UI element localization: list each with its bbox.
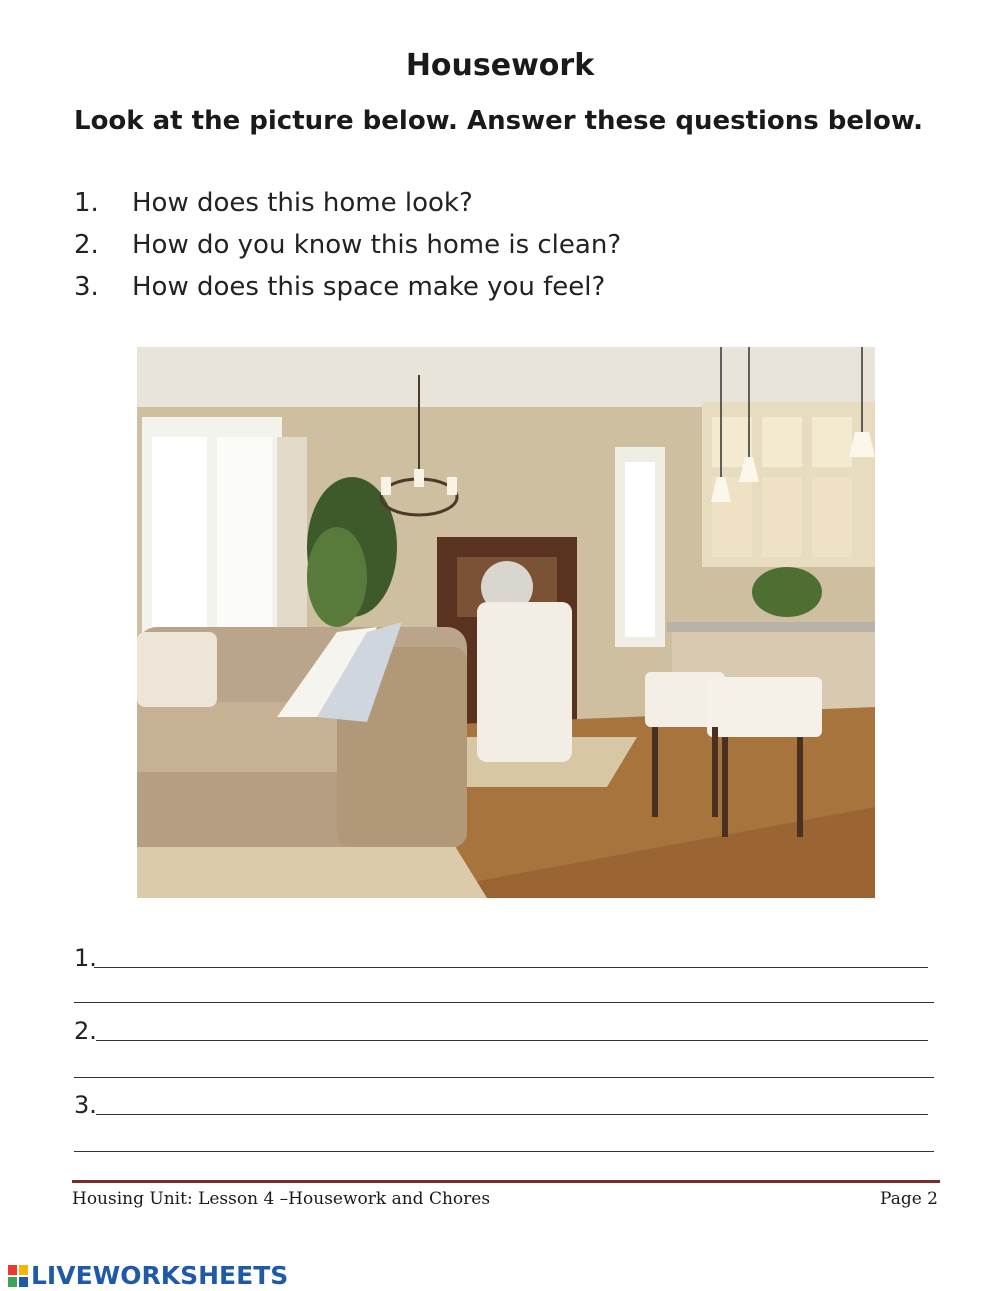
liveworksheets-icon bbox=[8, 1265, 28, 1287]
answer-1[interactable] bbox=[74, 930, 934, 970]
answer-3-continuation-line[interactable] bbox=[74, 1151, 934, 1152]
question-number: 1. bbox=[74, 188, 99, 218]
question-text: How does this home look? bbox=[132, 188, 473, 218]
brand-name: LIVEWORKSHEETS bbox=[31, 1261, 289, 1290]
question-number: 3. bbox=[74, 272, 99, 302]
question-1 bbox=[74, 188, 473, 218]
answer-3[interactable] bbox=[74, 1077, 934, 1117]
answer-number: 2. bbox=[74, 1017, 97, 1045]
question-text: How do you know this home is clean? bbox=[132, 230, 622, 260]
footer-divider bbox=[72, 1180, 940, 1183]
instruction-text: Look at the picture below. Answer these questions below. bbox=[74, 106, 924, 136]
answer-line[interactable] bbox=[96, 1040, 928, 1041]
living-room-photo bbox=[137, 347, 875, 898]
question-text: How does this space make you feel? bbox=[132, 272, 606, 302]
question-2 bbox=[74, 230, 621, 260]
question-number: 2. bbox=[74, 230, 99, 260]
answer-line[interactable] bbox=[96, 1114, 928, 1115]
answer-2[interactable] bbox=[74, 1003, 934, 1043]
answer-number: 1. bbox=[74, 944, 97, 972]
answer-line[interactable] bbox=[94, 967, 928, 968]
liveworksheets-logo[interactable] bbox=[8, 1261, 288, 1290]
page-number: Page 2 bbox=[880, 1189, 938, 1209]
question-3 bbox=[74, 272, 605, 302]
worksheet-title: Housework bbox=[405, 48, 595, 83]
footer-lesson-title: Housing Unit: Lesson 4 –Housework and Chores bbox=[72, 1189, 491, 1209]
answer-number: 3. bbox=[74, 1091, 97, 1119]
